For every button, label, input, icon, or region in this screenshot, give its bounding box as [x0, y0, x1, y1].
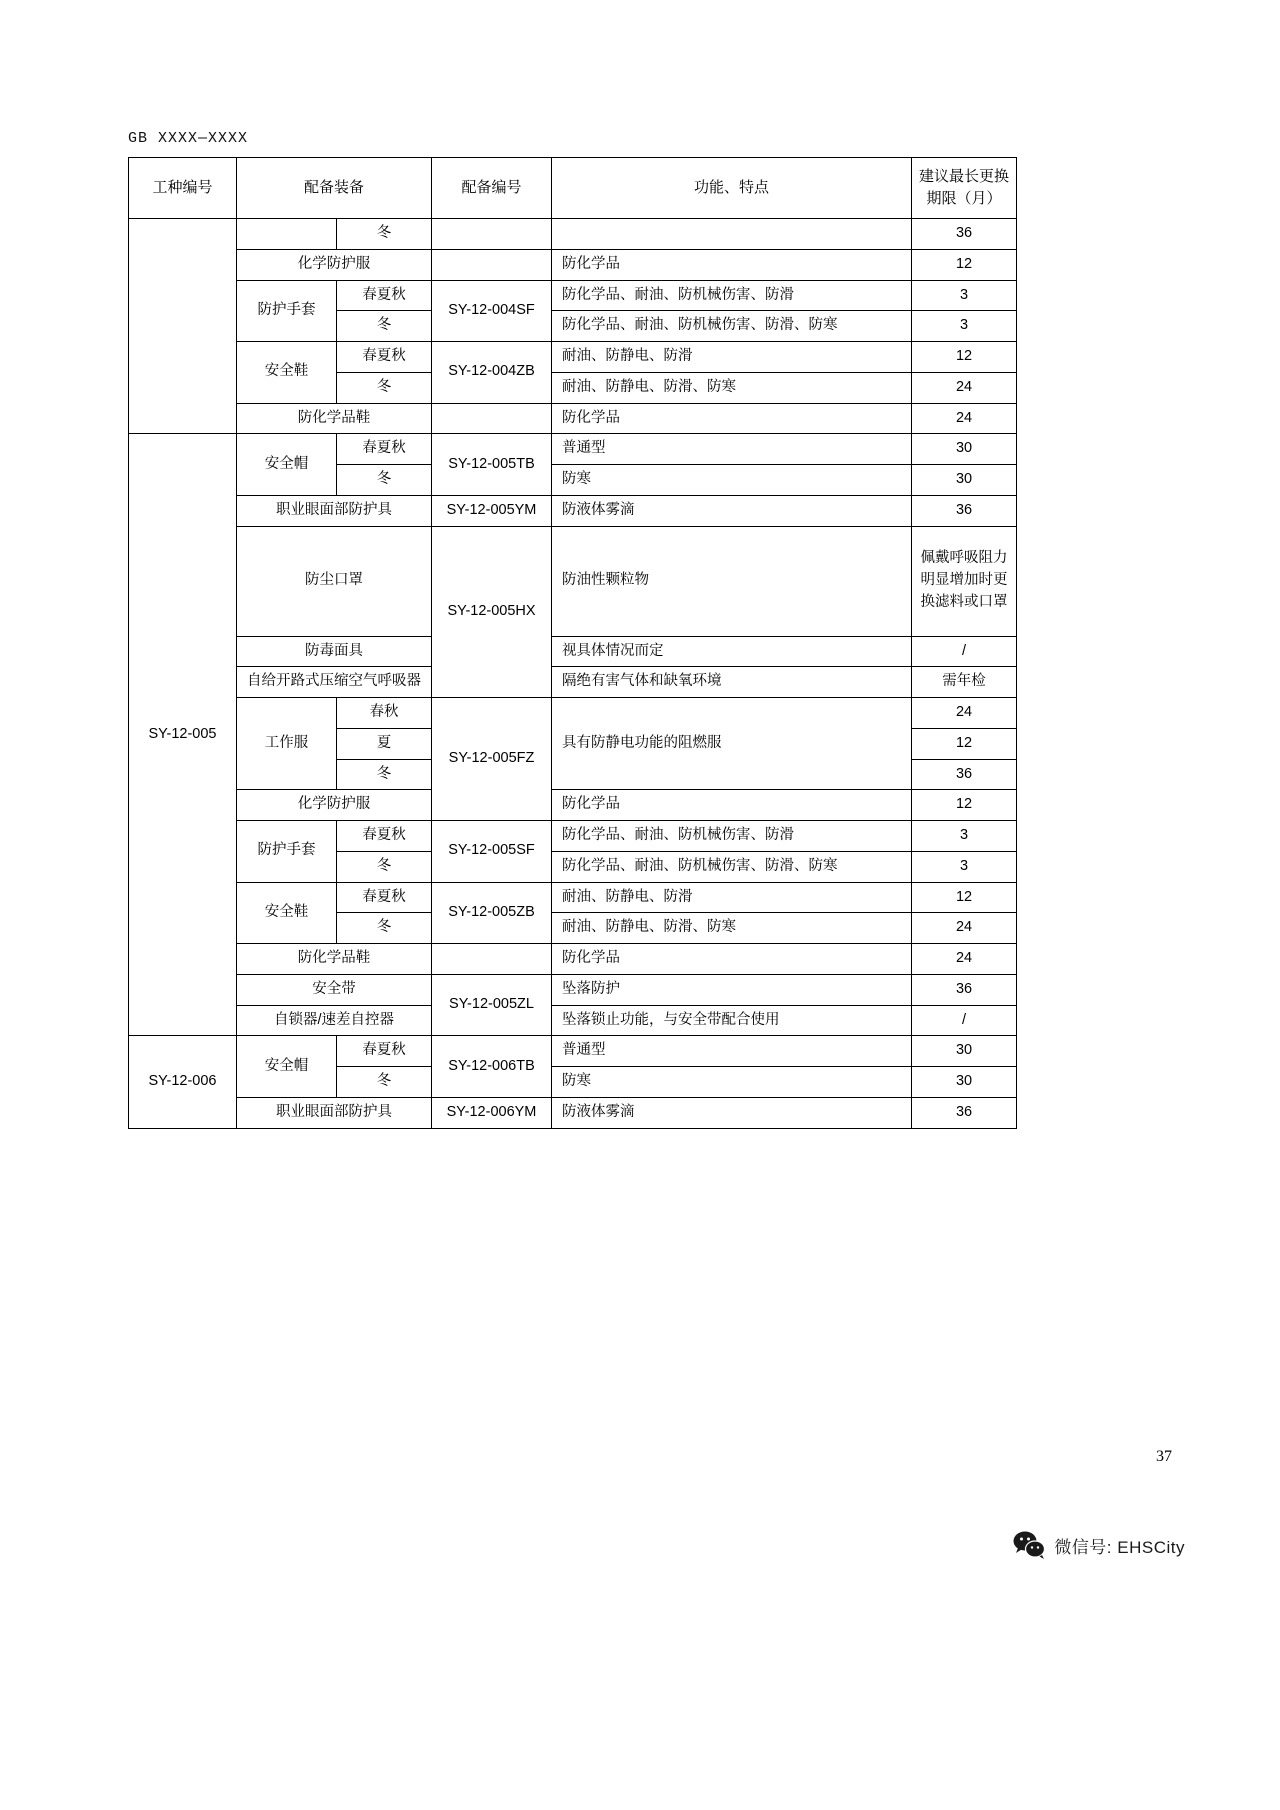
wechat-watermark [1012, 1528, 1185, 1562]
cell-function: 耐油、防静电、防滑、防寒 [552, 372, 912, 403]
header-job-code: 工种编号 [129, 158, 237, 219]
cell-period: 12 [912, 882, 1017, 913]
cell-function: 具有防静电功能的阻燃服 [552, 698, 912, 790]
cell-equipment-code [432, 219, 552, 250]
cell-period: 12 [912, 790, 1017, 821]
table-row [129, 403, 1017, 434]
cell-season: 冬 [337, 465, 432, 496]
cell-function: 防化学品、耐油、防机械伤害、防滑 [552, 280, 912, 311]
cell-function: 耐油、防静电、防滑、防寒 [552, 913, 912, 944]
cell-function: 普通型 [552, 1036, 912, 1067]
header-equipment-code: 配备编号 [432, 158, 552, 219]
table-row [129, 249, 1017, 280]
cell-equipment: 自锁器/速差自控器 [237, 1005, 432, 1036]
cell-equipment: 安全帽 [237, 434, 337, 496]
cell-equipment-code: SY-12-005TB [432, 434, 552, 496]
cell-season: 冬 [337, 311, 432, 342]
cell-period: 36 [912, 1097, 1017, 1128]
page-number: 37 [1156, 1448, 1172, 1465]
cell-equipment-code: SY-12-005YM [432, 495, 552, 526]
cell-period: 24 [912, 372, 1017, 403]
cell-function: 防液体雾滴 [552, 495, 912, 526]
cell-equipment: 防护手套 [237, 280, 337, 342]
cell-period: 需年检 [912, 667, 1017, 698]
cell-season: 冬 [337, 759, 432, 790]
table-row [129, 821, 1017, 852]
cell-period: 36 [912, 974, 1017, 1005]
cell-equipment-code: SY-12-006YM [432, 1097, 552, 1128]
table-row [129, 1097, 1017, 1128]
cell-equipment-code [432, 403, 552, 434]
cell-period: 3 [912, 280, 1017, 311]
cell-equipment-code: SY-12-005FZ [432, 698, 552, 821]
cell-period: 30 [912, 1067, 1017, 1098]
cell-season: 春夏秋 [337, 280, 432, 311]
cell-period: 12 [912, 728, 1017, 759]
table-row [129, 882, 1017, 913]
table-row [129, 1005, 1017, 1036]
table-row [129, 495, 1017, 526]
cell-function: 防化学品 [552, 249, 912, 280]
table-row [129, 219, 1017, 250]
cell-season: 春夏秋 [337, 821, 432, 852]
cell-equipment-code: SY-12-004ZB [432, 342, 552, 404]
wechat-watermark-text: 微信号: EHSCity [1054, 1537, 1185, 1557]
cell-period: 3 [912, 311, 1017, 342]
cell-period: 12 [912, 249, 1017, 280]
cell-function: 防化学品 [552, 403, 912, 434]
cell-period: 3 [912, 821, 1017, 852]
table-row [129, 944, 1017, 975]
table-row [129, 667, 1017, 698]
cell-function [552, 219, 912, 250]
cell-equipment: 安全带 [237, 974, 432, 1005]
table-row [129, 636, 1017, 667]
cell-period: 30 [912, 434, 1017, 465]
table-header-row [129, 158, 1017, 219]
cell-function: 防化学品 [552, 790, 912, 821]
header-equipment: 配备装备 [237, 158, 432, 219]
cell-equipment: 安全鞋 [237, 882, 337, 944]
cell-function: 防化学品、耐油、防机械伤害、防滑、防寒 [552, 311, 912, 342]
table-row [129, 526, 1017, 636]
cell-period: / [912, 1005, 1017, 1036]
cell-period: 3 [912, 851, 1017, 882]
cell-period: 24 [912, 913, 1017, 944]
cell-function: 耐油、防静电、防滑 [552, 342, 912, 373]
cell-job-code: SY-12-005 [129, 434, 237, 1036]
cell-equipment-code [432, 944, 552, 975]
cell-equipment: 化学防护服 [237, 249, 432, 280]
cell-equipment-code: SY-12-005ZL [432, 974, 552, 1036]
cell-period: 12 [912, 342, 1017, 373]
cell-period: 30 [912, 1036, 1017, 1067]
cell-function: 防化学品 [552, 944, 912, 975]
cell-function: 防化学品、耐油、防机械伤害、防滑、防寒 [552, 851, 912, 882]
table-row [129, 280, 1017, 311]
cell-season: 冬 [337, 1067, 432, 1098]
table-row [129, 974, 1017, 1005]
cell-function: 防液体雾滴 [552, 1097, 912, 1128]
cell-season: 春夏秋 [337, 342, 432, 373]
table-row [129, 1036, 1017, 1067]
cell-season: 春夏秋 [337, 882, 432, 913]
cell-season: 春夏秋 [337, 1036, 432, 1067]
header-function: 功能、特点 [552, 158, 912, 219]
cell-function: 防寒 [552, 465, 912, 496]
cell-equipment-code: SY-12-005HX [432, 526, 552, 698]
cell-function: 防化学品、耐油、防机械伤害、防滑 [552, 821, 912, 852]
cell-season: 冬 [337, 913, 432, 944]
cell-job-code [129, 219, 237, 434]
cell-equipment-code: SY-12-005ZB [432, 882, 552, 944]
cell-equipment-code: SY-12-006TB [432, 1036, 552, 1098]
cell-equipment: 防毒面具 [237, 636, 432, 667]
table-row [129, 698, 1017, 729]
cell-equipment: 自给开路式压缩空气呼吸器 [237, 667, 432, 698]
cell-equipment: 防化学品鞋 [237, 944, 432, 975]
cell-period: 30 [912, 465, 1017, 496]
cell-function: 防寒 [552, 1067, 912, 1098]
header-replacement-period: 建议最长更换期限（月） [912, 158, 1017, 219]
cell-period: 36 [912, 495, 1017, 526]
cell-equipment: 防护手套 [237, 821, 337, 883]
cell-season: 冬 [337, 372, 432, 403]
cell-equipment-code: SY-12-004SF [432, 280, 552, 342]
cell-period: 24 [912, 944, 1017, 975]
cell-equipment: 职业眼面部防护具 [237, 495, 432, 526]
cell-equipment: 安全鞋 [237, 342, 337, 404]
standard-code-header: GB XXXX—XXXX [128, 130, 249, 147]
cell-function: 普通型 [552, 434, 912, 465]
cell-season: 冬 [337, 219, 432, 250]
cell-function: 坠落防护 [552, 974, 912, 1005]
cell-period: 24 [912, 403, 1017, 434]
cell-equipment: 职业眼面部防护具 [237, 1097, 432, 1128]
cell-period: / [912, 636, 1017, 667]
cell-season: 冬 [337, 851, 432, 882]
cell-job-code: SY-12-006 [129, 1036, 237, 1128]
cell-season: 春秋 [337, 698, 432, 729]
cell-function: 耐油、防静电、防滑 [552, 882, 912, 913]
cell-equipment-code [432, 249, 552, 280]
wechat-logo-icon [1012, 1528, 1046, 1562]
table-row [129, 342, 1017, 373]
cell-equipment-code: SY-12-005SF [432, 821, 552, 883]
table-row [129, 434, 1017, 465]
cell-equipment [237, 219, 337, 250]
cell-period: 24 [912, 698, 1017, 729]
cell-function: 视具体情况而定 [552, 636, 912, 667]
cell-function: 坠落锁止功能，与安全带配合使用 [552, 1005, 912, 1036]
cell-equipment: 防尘口罩 [237, 526, 432, 636]
cell-equipment: 化学防护服 [237, 790, 432, 821]
cell-season: 夏 [337, 728, 432, 759]
cell-function: 防油性颗粒物 [552, 526, 912, 636]
cell-function: 隔绝有害气体和缺氧环境 [552, 667, 912, 698]
table-row [129, 790, 1017, 821]
cell-period: 36 [912, 219, 1017, 250]
ppe-allocation-table [128, 157, 1017, 1129]
cell-period: 佩戴呼吸阻力明显增加时更换滤料或口罩 [912, 526, 1017, 636]
cell-period: 36 [912, 759, 1017, 790]
cell-equipment: 工作服 [237, 698, 337, 790]
cell-season: 春夏秋 [337, 434, 432, 465]
cell-equipment: 安全帽 [237, 1036, 337, 1098]
cell-equipment: 防化学品鞋 [237, 403, 432, 434]
